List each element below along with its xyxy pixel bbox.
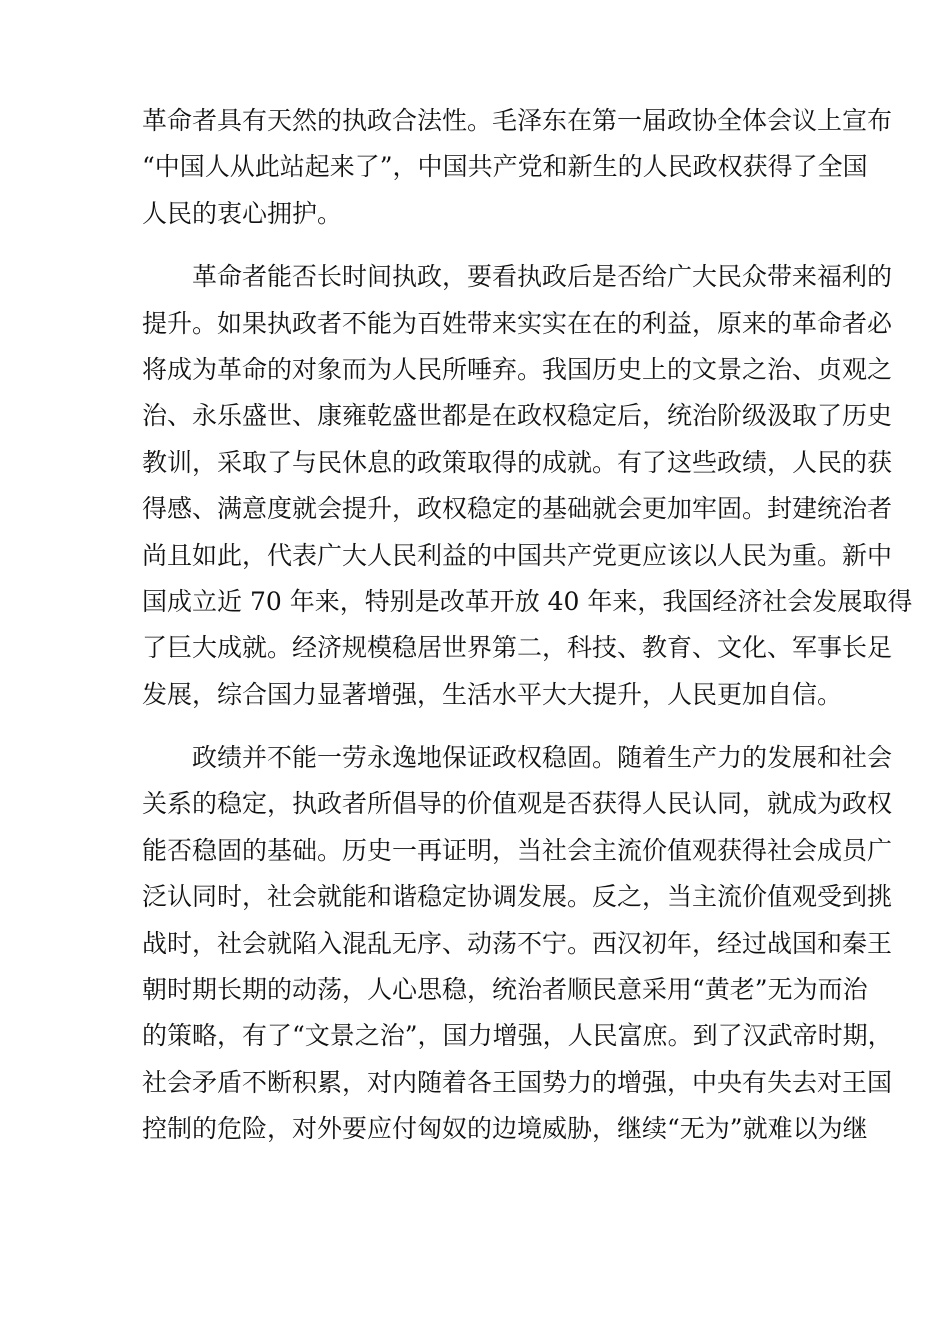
text-line: 将成为革命的对象而为人民所唾弃。我国历史上的文景之治、贞观之 [142, 354, 893, 384]
text-line: “中国人从此站起来了”，中国共产党和新生的人民政权获得了全国 [142, 152, 868, 182]
text-line: 政绩并不能一劳永逸地保证政权稳固。随着生产力的发展和社会 [192, 743, 893, 773]
text-line: 的策略，有了“文景之治”，国力增强，人民富庶。到了汉武帝时期， [142, 1021, 893, 1051]
text-line: 尚且如此，代表广大人民利益的中国共产党更应该以人民为重。新中 [142, 540, 893, 570]
text-line: 能否稳固的基础。历史一再证明，当社会主流价值观获得社会成员广 [142, 835, 893, 865]
paragraph-spacing [142, 718, 822, 735]
text-line: 革命者能否长时间执政，要看执政后是否给广大民众带来福利的 [192, 262, 893, 292]
text-line: 治、永乐盛世、康雍乾盛世都是在政权稳定后，统治阶级汲取了历史 [142, 401, 893, 431]
paragraph-3 [142, 735, 893, 1153]
text-line: 革命者具有天然的执政合法性。毛泽东在第一届政协全体会议上宣布 [142, 106, 893, 135]
text-line: 教训，采取了与民休息的政策取得的成就。有了这些政绩，人民的获 [142, 447, 893, 477]
body-text [142, 98, 913, 1153]
text-line: 社会矛盾不断积累，对内随着各王国势力的增强，中央有失去对王国 [142, 1067, 893, 1097]
text-line: 战时，社会就陷入混乱无序、动荡不宁。西汉初年，经过战国和秦王 [142, 928, 893, 958]
text-line: 了巨大成就。经济规模稳居世界第二，科技、教育、文化、军事长足 [142, 633, 893, 663]
paragraph-1 [142, 98, 893, 237]
paragraph-spacing [142, 237, 822, 254]
text-line: 泛认同时，社会就能和谐稳定协调发展。反之，当主流价值观受到挑 [142, 882, 893, 912]
text-line: 提升。如果执政者不能为百姓带来实实在在的利益，原来的革命者必 [142, 308, 893, 338]
text-line: 得感、满意度就会提升，政权稳定的基础就会更加牢固。封建统治者 [142, 494, 893, 524]
text-line: 朝时期长期的动荡，人心思稳，统治者顺民意采用“黄老”无为而治 [142, 975, 868, 1005]
text-line: 发展，综合国力显著增强，生活水平大大提升，人民更加自信。 [142, 679, 843, 709]
text-line: 人民的衷心拥护。 [142, 198, 343, 228]
text-line: 关系的稳定，执政者所倡导的价值观是否获得人民认同，就成为政权 [142, 789, 893, 819]
paragraph-2 [142, 254, 913, 718]
text-line: 控制的危险，对外要应付匈奴的边境威胁，继续“无为”就难以为继 [142, 1114, 868, 1144]
text-line: 国成立近 70 年来，特别是改革开放 40 年来，我国经济社会发展取得 [142, 586, 913, 616]
